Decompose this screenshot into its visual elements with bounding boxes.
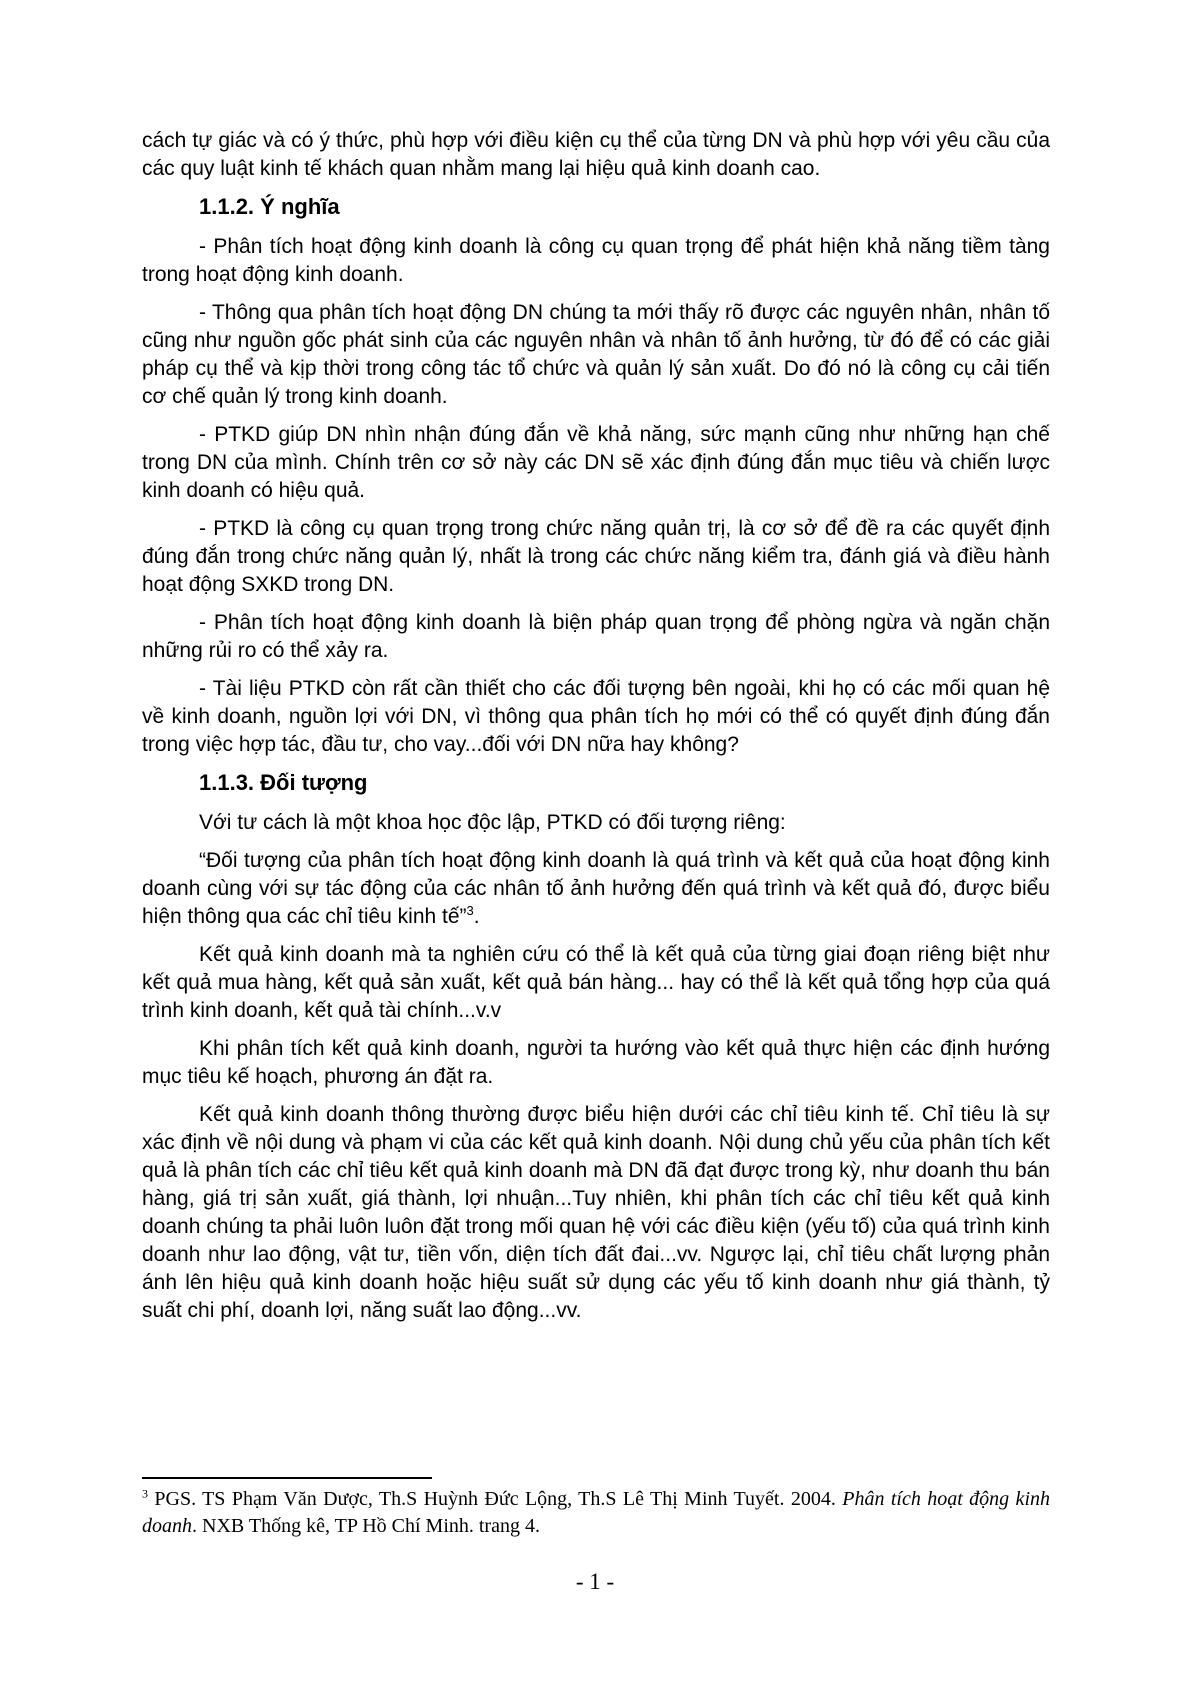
footnote-marker: 3 [142, 1486, 148, 1501]
heading-1-1-2: 1.1.2. Ý nghĩa [199, 194, 340, 219]
intro-paragraph: cách tự giác và có ý thức, phù hợp với điều kiện cụ thể của từng DN và phù hợp với yêu cầu của các quy luật kinh tế khách quan nhằm mang lại hiệu quả kinh doanh cao. [142, 129, 1050, 180]
paragraph-object-2: Khi phân tích kết quả kinh doanh, người ta hướng vào kết quả thực hiện các định hướng mục tiêu kế hoạch, phương án đặt ra. [142, 1037, 1050, 1088]
footnote-citation [142, 1486, 1050, 1540]
paragraph-significance-3: - PTKD giúp DN nhìn nhận đúng đắn về khả năng, sức mạnh cũng như những hạn chế trong DN của mình. Chính trên cơ sở này các DN sẽ xác định đúng đắn mục tiêu và chiến lược kinh doanh có hiệu quả. [142, 423, 1050, 502]
paragraph-significance-5: - Phân tích hoạt động kinh doanh là biện pháp quan trọng để phòng ngừa và ngăn chặn những rủi ro có thể xảy ra. [142, 611, 1050, 662]
heading-1-1-3: 1.1.3. Đối tượng [199, 770, 368, 795]
quote-text: “Đối tượng của phân tích hoạt động kinh doanh là quá trình và kết quả của hoạt động kinh doanh cùng với sự tác động của các nhân tố ảnh hưởng đến quá trình và kết quả đó, được biểu hiện thông qua các chỉ tiêu kinh tế” [142, 849, 1050, 928]
paragraph-object-3: Kết quả kinh doanh thông thường được biểu hiện dưới các chỉ tiêu kinh tế. Chỉ tiêu là sự xác định về nội dung và phạm vi của các kết quả kinh doanh. Nội dung chủ yếu của phân tích kết quả là phân tích các chỉ tiêu kết quả kinh doanh mà DN đã đạt được trong kỳ, như doanh thu bán hàng, giá trị sản xuất, giá thành, lợi nhuận...Tuy nhiên, khi phân tích các chỉ tiêu kết quả kinh doanh chúng ta phải luôn luôn đặt trong mối quan hệ với các điều kiện (yếu tố) của quá trình kinh doanh như lao động, vật tư, tiền vốn, diện tích đất đai...vv. Ngược lại, chỉ tiêu chất lượng phản ánh lên hiệu quả kinh doanh hoặc hiệu suất sử dụng các yếu tố kinh doanh như giá thành, tỷ suất chi phí, doanh lợi, năng suất lao động...vv. [142, 1103, 1050, 1322]
paragraph-significance-6: - Tài liệu PTKD còn rất cần thiết cho các đối tượng bên ngoài, khi họ có các mối quan hệ về kinh doanh, nguồn lợi với DN, vì thông qua phân tích họ mới có thể có quyết định đúng đắn trong việc hợp tác, đầu tư, cho vay...đối với DN nữa hay không? [142, 677, 1050, 756]
quote-text-end: . [473, 905, 480, 928]
paragraph-significance-1: - Phân tích hoạt động kinh doanh là công cụ quan trọng để phát hiện khả năng tiềm tàng trong hoạt động kinh doanh. [142, 235, 1050, 286]
footnote-authors: PGS. TS Phạm Văn Dược, Th.S Huỳnh Đức Lộng, Th.S Lê Thị Minh Tuyết. 2004. [148, 1488, 843, 1510]
paragraph-object-lead: Với tư cách là một khoa học độc lập, PTKD có đối tượng riêng: [199, 811, 786, 834]
footnote-reference-3: 3 [466, 903, 474, 918]
paragraph-significance-2: - Thông qua phân tích hoạt động DN chúng ta mới thấy rõ được các nguyên nhân, nhân tố cũng như nguồn gốc phát sinh của các nguyên nhân và nhân tố ảnh hưởng, từ đó để có các giải pháp cụ thể và kịp thời trong công tác tổ chức và quản lý sản xuất. Do đó nó là công cụ cải tiến cơ chế quản lý trong kinh doanh. [142, 301, 1050, 408]
paragraph-significance-4: - PTKD là công cụ quan trọng trong chức năng quản trị, là cơ sở để đề ra các quyết định đúng đắn trong chức năng quản lý, nhất là trong các chức năng kiểm tra, đánh giá và điều hành hoạt động SXKD trong DN. [142, 517, 1050, 596]
body-text-column [142, 127, 1050, 1335]
footnote-publisher: . NXB Thống kê, TP Hồ Chí Minh. trang 4. [192, 1515, 540, 1537]
paragraph-object-quote [142, 847, 1050, 931]
page-footer [0, 1569, 1190, 1595]
footnote-separator-rule [142, 1477, 432, 1479]
footnote-area [142, 1477, 1050, 1540]
paragraph-object-1: Kết quả kinh doanh mà ta nghiên cứu có thể là kết quả của từng giai đoạn riêng biệt như kết quả mua hàng, kết quả sản xuất, kết quả bán hàng... hay có thể là kết quả tổng hợp của quá trình kinh doanh, kết quả tài chính...v.v [142, 943, 1050, 1022]
page-number: - 1 - [575, 1569, 615, 1594]
footnote-book-title: Phân tích hoạt động kinh doanh [142, 1488, 1050, 1537]
